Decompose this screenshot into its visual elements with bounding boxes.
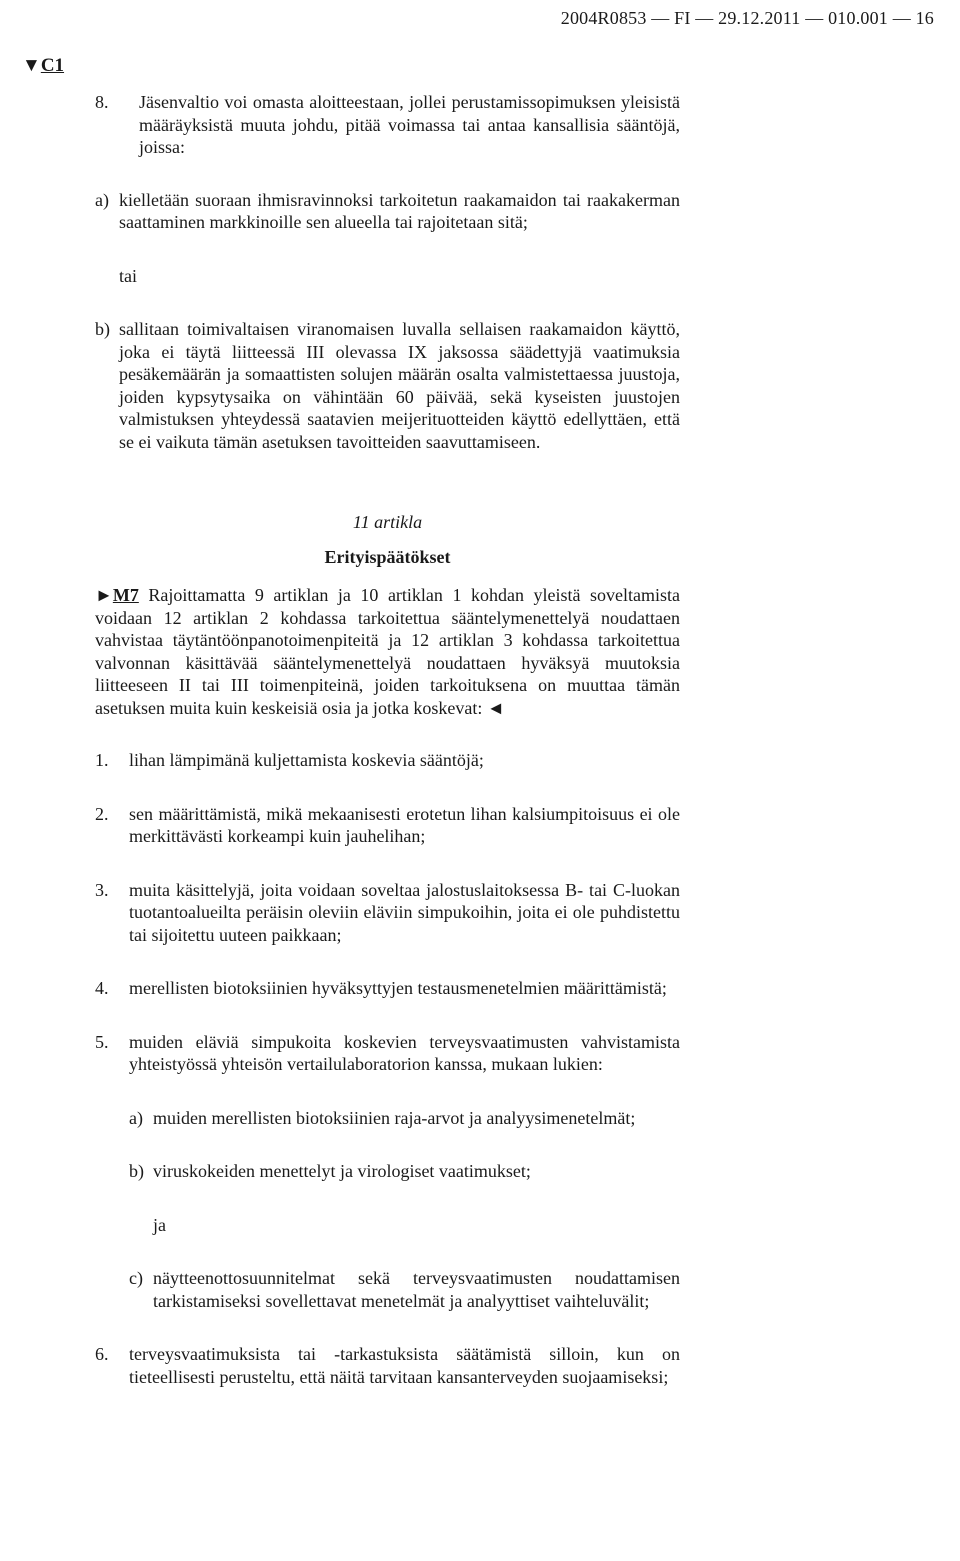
- conjunction-ja: ja: [153, 1214, 166, 1235]
- item-label: 1.: [95, 750, 109, 770]
- item-text: merellisten biotoksiinien hyväksyttyjen testausmenetelmien määrittämistä;: [129, 978, 667, 998]
- item-label: c): [129, 1268, 143, 1288]
- item-text: muita käsittelyjä, joita voidaan soveltaa jalostuslaitoksessa B- tai C-luokan tuotantoalueilta peräisin oleviin eläviin simpukoihin, joita ei ole puhdistettu tai sijoitettu uuteen paikkaan;: [129, 879, 680, 945]
- paragraph-number: 8.: [95, 92, 109, 112]
- m7-text: Rajoittamatta 9 artiklan ja 10 artiklan 1 kohdan yleistä soveltamista voidaan 12 artiklan 2 kohdassa tarkoitettua sääntelymenettelyä noudattaen vahvistaa täytäntöönpanotoimenpiteitä ja 12 artiklan 3 kohdassa tarkoitettua valvonnan käsittävää sääntelymenettelyä noudattaen hyväksyä muutoksia liitteeseen II tai III toimenpiteinä, joiden tarkoituksena on muuttaa tämän asetuksen muita kuin keskeisiä osia ja jotka koskevat:: [95, 585, 680, 718]
- item-label: a): [129, 1107, 143, 1128]
- close-marker-icon: ◄: [486, 697, 505, 718]
- item-text: muiden eläviä simpukoita koskevien terveysvaatimusten vahvistamista yhteistyössä yhteisön vertailulaboratorion kanssa, mukaan lukien:: [129, 1031, 680, 1074]
- item-label: b): [95, 319, 110, 339]
- list-item-b: [95, 318, 680, 453]
- down-triangle-icon: ▼: [22, 55, 41, 76]
- item-label: 6.: [95, 1344, 109, 1364]
- amendment-code-m7: M7: [112, 585, 139, 605]
- open-marker-icon: ►: [95, 585, 113, 605]
- sub-item-5a: [129, 1107, 680, 1130]
- document-body: [95, 85, 680, 1388]
- sub-item-5b: [129, 1160, 680, 1183]
- conjunction-tai: tai: [119, 265, 137, 286]
- list-item-2: [95, 803, 680, 848]
- amendment-marker-c1: [22, 55, 64, 78]
- item-label: 2.: [95, 803, 109, 824]
- list-item-1: [95, 749, 680, 772]
- article-number: 11 artikla: [352, 512, 423, 532]
- m7-paragraph: [95, 584, 680, 719]
- list-item-a: [95, 189, 680, 234]
- document-reference-header: 2004R0853 — FI — 29.12.2011 — 010.001 — 16: [560, 8, 934, 28]
- item-text: sen määrittämistä, mikä mekaanisesti erotetun lihan kalsiumpitoisuus ei ole merkittävästi korkeampi kuin jauhelihan;: [129, 803, 680, 846]
- item-label: 3.: [95, 879, 109, 900]
- amendment-code: C1: [40, 55, 65, 76]
- paragraph-text: Jäsenvaltio voi omasta aloitteestaan, jollei perustamissopimuksen yleisistä määräyksistä muuta johdu, pitää voimassa tai antaa kansallisia sääntöjä, joissa:: [139, 92, 680, 157]
- list-item-4: [95, 977, 680, 1000]
- paragraph-8: [95, 91, 680, 159]
- item-label: b): [129, 1161, 144, 1181]
- item-label: a): [95, 189, 109, 210]
- list-item-3: [95, 879, 680, 947]
- item-text: kielletään suoraan ihmisravinnoksi tarkoitetun raakamaidon tai raakakerman saattaminen markkinoille sen alueella tai rajoitetaan sitä;: [119, 189, 680, 232]
- sub-item-5c: [129, 1267, 680, 1312]
- item-label: 4.: [95, 978, 109, 998]
- item-text: lihan lämpimänä kuljettamista koskevia sääntöjä;: [129, 750, 484, 770]
- list-item-6: [95, 1343, 680, 1388]
- list-item-5: [95, 1031, 680, 1076]
- item-text: muiden merellisten biotoksiinien raja-arvot ja analyysimenetelmät;: [153, 1107, 636, 1128]
- article-title: Erityispäätökset: [324, 546, 451, 567]
- item-text: näytteenottosuunnitelmat sekä terveysvaatimusten noudattamisen tarkistamiseksi sovellettavat menetelmät ja analyyttiset vaihteluvälit;: [153, 1268, 680, 1311]
- item-text: viruskokeiden menettelyt ja virologiset vaatimukset;: [153, 1161, 531, 1181]
- item-text: terveysvaatimuksista tai -tarkastuksista säätämistä silloin, kun on tieteellisesti perusteltu, että näitä tarvitaan kansanterveyden suojaamiseksi;: [129, 1344, 680, 1387]
- item-text: sallitaan toimivaltaisen viranomaisen luvalla sellaisen raakamaidon käyttö, joka ei täytä liitteessä III olevassa IX jaksossa säädettyjä vaatimuksia pesäkemäärän ja somaattisten solujen määrän osalta valmistettaessa juustoja, joiden kypsytysaika on vähintään 60 päivää, sekä kyseisten juustojen valmistuksen yhteydessä saatavien meijerituotteiden käyttö edellyttäen, että se ei vaikuta tämän asetuksen tavoitteiden saavuttamiseen.: [119, 319, 680, 452]
- item-label: 5.: [95, 1031, 109, 1052]
